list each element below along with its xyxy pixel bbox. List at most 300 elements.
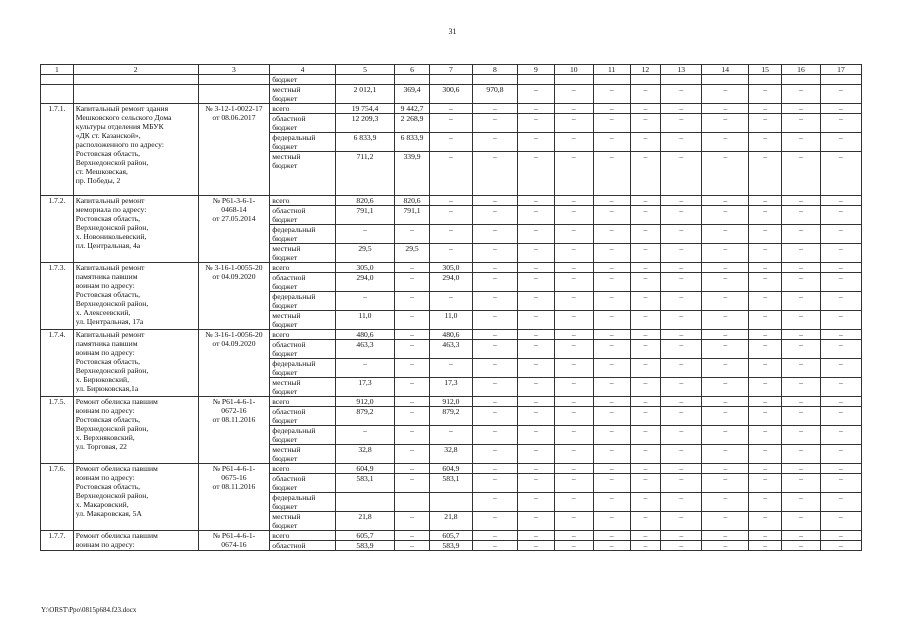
value-cell: 17,3 [429, 378, 472, 397]
table-row [41, 263, 862, 273]
value-cell: – [782, 114, 821, 133]
value-cell: – [429, 244, 472, 263]
value-cell: – [820, 407, 861, 426]
value-cell: – [820, 330, 861, 340]
value-cell: – [593, 152, 630, 196]
value-cell: – [593, 104, 630, 114]
value-cell: – [661, 493, 702, 512]
value-cell: – [782, 407, 821, 426]
value-cell: – [472, 152, 517, 196]
funding-source-cell: бюджет [270, 75, 336, 85]
value-cell: – [554, 359, 593, 378]
value-cell: – [782, 244, 821, 263]
value-cell: – [517, 378, 554, 397]
value-cell: – [472, 273, 517, 292]
column-header: 17 [820, 65, 861, 75]
column-header: 12 [630, 65, 661, 75]
value-cell [554, 75, 593, 85]
funding-source-cell: всего [270, 196, 336, 206]
total-cell: 604,9 [335, 464, 394, 474]
value-cell: – [749, 512, 782, 531]
value-cell: – [517, 340, 554, 359]
value-cell: – [820, 263, 861, 273]
value-cell: – [820, 292, 861, 311]
value-cell: – [820, 104, 861, 114]
value-cell: – [702, 196, 749, 206]
value-cell: – [782, 340, 821, 359]
total-cell: 12 209,3 [335, 114, 394, 133]
budget-table [40, 64, 862, 551]
value-cell: – [472, 531, 517, 541]
total-cell: 2 012,1 [335, 85, 394, 104]
value-cell: – [702, 244, 749, 263]
value-cell: – [630, 114, 661, 133]
value-cell [749, 75, 782, 85]
value-cell: 369,4 [395, 85, 430, 104]
value-cell: – [593, 426, 630, 445]
value-cell: – [820, 474, 861, 493]
total-cell: 21,8 [335, 512, 394, 531]
value-cell: – [593, 378, 630, 397]
value-cell: 480,6 [429, 330, 472, 340]
value-cell: – [554, 464, 593, 474]
column-header: 9 [517, 65, 554, 75]
document-cell: № Р61-4-6-1- 0674-16 [198, 531, 270, 551]
value-cell: – [517, 531, 554, 541]
document-cell: № 3-12-1-0022-17 от 08.06.2017 [198, 104, 270, 196]
value-cell: – [517, 359, 554, 378]
table-row [41, 531, 862, 541]
value-cell: – [820, 206, 861, 225]
value-cell: – [702, 445, 749, 464]
funding-source-cell: областной бюджет [270, 340, 336, 359]
value-cell: – [782, 359, 821, 378]
value-cell [702, 75, 749, 85]
value-cell: – [661, 464, 702, 474]
item-number-cell: 1.7.4. [41, 330, 74, 397]
value-cell: – [661, 330, 702, 340]
value-cell: – [429, 225, 472, 244]
value-cell: – [554, 493, 593, 512]
value-cell: – [661, 152, 702, 196]
value-cell [472, 75, 517, 85]
value-cell: – [517, 85, 554, 104]
value-cell: – [702, 263, 749, 273]
column-header: 6 [395, 65, 430, 75]
value-cell [593, 75, 630, 85]
value-cell: – [749, 474, 782, 493]
table-row [41, 85, 862, 104]
item-number-cell: 1.7.2. [41, 196, 74, 263]
value-cell: – [472, 330, 517, 340]
value-cell: – [517, 512, 554, 531]
value-cell: – [554, 340, 593, 359]
total-cell: 583,1 [335, 474, 394, 493]
value-cell: – [749, 464, 782, 474]
value-cell: – [593, 512, 630, 531]
value-cell: – [472, 464, 517, 474]
value-cell: – [395, 541, 430, 551]
value-cell: – [702, 225, 749, 244]
value-cell: – [820, 397, 861, 407]
total-cell: 791,1 [335, 206, 394, 225]
value-cell: – [820, 445, 861, 464]
value-cell: – [593, 292, 630, 311]
value-cell: – [749, 397, 782, 407]
header-row [41, 65, 862, 75]
value-cell: – [782, 311, 821, 330]
table-row [41, 104, 862, 114]
value-cell: – [554, 407, 593, 426]
value-cell: – [554, 541, 593, 551]
value-cell: – [749, 359, 782, 378]
value-cell: 305,0 [429, 263, 472, 273]
value-cell [820, 75, 861, 85]
value-cell: – [661, 531, 702, 541]
value-cell: – [630, 359, 661, 378]
value-cell: – [554, 225, 593, 244]
object-name-cell [73, 85, 198, 104]
value-cell: – [593, 263, 630, 273]
value-cell: – [820, 225, 861, 244]
value-cell: – [554, 244, 593, 263]
value-cell: – [593, 206, 630, 225]
value-cell: – [749, 133, 782, 152]
value-cell: – [820, 85, 861, 104]
value-cell: – [517, 292, 554, 311]
value-cell [429, 75, 472, 85]
value-cell: – [630, 493, 661, 512]
value-cell: – [630, 512, 661, 531]
value-cell: – [630, 330, 661, 340]
value-cell: – [702, 114, 749, 133]
value-cell: – [472, 311, 517, 330]
value-cell: – [593, 225, 630, 244]
value-cell: – [782, 273, 821, 292]
funding-source-cell: местный бюджет [270, 152, 336, 196]
value-cell: – [517, 225, 554, 244]
value-cell: – [749, 196, 782, 206]
value-cell: – [820, 512, 861, 531]
object-name-cell: Капитальный ремонт здания Мешковского сельского Дома культуры отделения МБУК «ДК ст. Казанской», расположенного по адресу: Ростовская область, Верхнедонской район, ст. Мешковская, пр. Победы, 2 [73, 104, 198, 196]
document-cell [198, 85, 270, 104]
value-cell: 29,5 [395, 244, 430, 263]
value-cell: – [472, 133, 517, 152]
value-cell: – [630, 407, 661, 426]
total-cell: 19 754,4 [335, 104, 394, 114]
value-cell: – [593, 474, 630, 493]
value-cell: – [472, 378, 517, 397]
value-cell: – [517, 133, 554, 152]
value-cell: – [630, 378, 661, 397]
value-cell: – [702, 493, 749, 512]
value-cell: – [782, 397, 821, 407]
value-cell: – [429, 196, 472, 206]
value-cell: – [517, 244, 554, 263]
value-cell: – [395, 359, 430, 378]
value-cell: – [630, 263, 661, 273]
value-cell: – [820, 378, 861, 397]
total-cell: – [335, 292, 394, 311]
value-cell: – [593, 85, 630, 104]
value-cell: – [749, 541, 782, 551]
value-cell: – [820, 133, 861, 152]
document-cell: № 3-16-1-0055-20 от 04.09.2020 [198, 263, 270, 330]
item-number-cell: 1.7.5. [41, 397, 74, 464]
value-cell: – [593, 397, 630, 407]
value-cell: – [517, 464, 554, 474]
value-cell: – [593, 493, 630, 512]
value-cell: – [630, 474, 661, 493]
value-cell: – [395, 378, 430, 397]
funding-source-cell: федеральный бюджет [270, 359, 336, 378]
value-cell: – [429, 292, 472, 311]
value-cell: 604,9 [429, 464, 472, 474]
value-cell: – [593, 445, 630, 464]
funding-source-cell: местный бюджет [270, 311, 336, 330]
value-cell: – [395, 474, 430, 493]
funding-source-cell: местный бюджет [270, 512, 336, 531]
value-cell: 6 833,9 [395, 133, 430, 152]
value-cell: – [630, 244, 661, 263]
object-name-cell: Капитальный ремонт памятника павшим воинам по адресу: Ростовская область, Верхнедонской район, х. Алексеевский, ул. Центральная, 17а [73, 263, 198, 330]
value-cell: – [395, 225, 430, 244]
value-cell: – [661, 273, 702, 292]
total-cell: 463,3 [335, 340, 394, 359]
value-cell: – [782, 464, 821, 474]
value-cell: – [702, 426, 749, 445]
value-cell: – [593, 531, 630, 541]
funding-source-cell: федеральный бюджет [270, 292, 336, 311]
total-cell: 879,2 [335, 407, 394, 426]
table-row [41, 397, 862, 407]
value-cell: – [395, 311, 430, 330]
value-cell: – [749, 225, 782, 244]
object-name-cell: Ремонт обелиска павшим воинам по адресу: Ростовская область, Верхнедонской район, х. Макаровский, ул. Макаровская, 5А [73, 464, 198, 531]
value-cell: – [749, 292, 782, 311]
page-number: 31 [448, 27, 457, 36]
total-cell: 820,6 [335, 196, 394, 206]
value-cell: – [554, 311, 593, 330]
value-cell: – [702, 464, 749, 474]
value-cell: – [661, 397, 702, 407]
value-cell: – [593, 340, 630, 359]
value-cell: 583,1 [429, 474, 472, 493]
total-cell [335, 75, 394, 85]
value-cell: – [782, 196, 821, 206]
value-cell: – [749, 85, 782, 104]
value-cell: 339,9 [395, 152, 430, 196]
table-row [41, 196, 862, 206]
object-name-cell: Капитальный ремонт памятника павшим воинам по адресу: Ростовская область, Верхнедонской район, х. Бирюковский, ул. Бирюковская,1а [73, 330, 198, 397]
value-cell: – [472, 359, 517, 378]
value-cell: – [554, 445, 593, 464]
value-cell: – [782, 263, 821, 273]
value-cell: – [749, 206, 782, 225]
document-cell [198, 75, 270, 85]
value-cell: – [661, 407, 702, 426]
value-cell: – [661, 378, 702, 397]
value-cell: 294,0 [429, 273, 472, 292]
column-header: 3 [198, 65, 270, 75]
column-header: 5 [335, 65, 394, 75]
value-cell: – [702, 133, 749, 152]
value-cell: – [593, 359, 630, 378]
value-cell: – [472, 397, 517, 407]
funding-source-cell: всего [270, 531, 336, 541]
funding-source-cell: областной бюджет [270, 407, 336, 426]
value-cell: – [593, 464, 630, 474]
total-cell: 912,0 [335, 397, 394, 407]
value-cell: – [820, 196, 861, 206]
value-cell: – [630, 311, 661, 330]
value-cell: – [820, 244, 861, 263]
object-name-cell: Ремонт обелиска павшим воинам по адресу: [73, 531, 198, 551]
column-header: 8 [472, 65, 517, 75]
funding-source-cell: федеральный бюджет [270, 133, 336, 152]
value-cell: – [517, 474, 554, 493]
value-cell: – [820, 359, 861, 378]
value-cell: – [661, 244, 702, 263]
value-cell: – [630, 340, 661, 359]
value-cell: – [554, 292, 593, 311]
total-cell [335, 493, 394, 512]
value-cell: – [630, 206, 661, 225]
value-cell: – [820, 311, 861, 330]
funding-source-cell: областной бюджет [270, 114, 336, 133]
value-cell: – [554, 273, 593, 292]
item-number-cell [41, 75, 74, 85]
value-cell: – [472, 114, 517, 133]
value-cell: – [395, 330, 430, 340]
funding-source-cell: всего [270, 464, 336, 474]
total-cell: 583,9 [335, 541, 394, 551]
value-cell: – [661, 426, 702, 445]
value-cell: – [702, 531, 749, 541]
value-cell: – [395, 426, 430, 445]
value-cell: – [661, 196, 702, 206]
value-cell [782, 75, 821, 85]
value-cell: – [472, 445, 517, 464]
value-cell: – [782, 330, 821, 340]
value-cell: – [554, 330, 593, 340]
value-cell: – [554, 426, 593, 445]
total-cell: 11,0 [335, 311, 394, 330]
value-cell: – [820, 531, 861, 541]
value-cell: – [472, 104, 517, 114]
item-number-cell [41, 85, 74, 104]
value-cell: – [395, 445, 430, 464]
column-header: 7 [429, 65, 472, 75]
value-cell: – [820, 426, 861, 445]
value-cell: – [661, 359, 702, 378]
value-cell: 300,6 [429, 85, 472, 104]
value-cell: – [749, 273, 782, 292]
value-cell: – [630, 152, 661, 196]
value-cell: – [472, 196, 517, 206]
value-cell: – [472, 493, 517, 512]
value-cell: – [749, 104, 782, 114]
value-cell: – [429, 133, 472, 152]
value-cell: 605,7 [429, 531, 472, 541]
value-cell: – [472, 340, 517, 359]
value-cell: – [472, 244, 517, 263]
total-cell: 480,6 [335, 330, 394, 340]
value-cell: – [630, 133, 661, 152]
value-cell: – [395, 531, 430, 541]
value-cell: – [749, 340, 782, 359]
value-cell: – [749, 531, 782, 541]
value-cell: 463,3 [429, 340, 472, 359]
value-cell: – [517, 263, 554, 273]
value-cell: – [630, 531, 661, 541]
funding-source-cell: областной [270, 541, 336, 551]
value-cell: – [661, 85, 702, 104]
funding-source-cell: областной бюджет [270, 206, 336, 225]
value-cell: 9 442,7 [395, 104, 430, 114]
value-cell [630, 75, 661, 85]
value-cell: – [630, 541, 661, 551]
item-number-cell: 1.7.7. [41, 531, 74, 551]
value-cell: – [661, 225, 702, 244]
table-row [41, 330, 862, 340]
value-cell: – [554, 133, 593, 152]
footer-path: Y:\ORST\Ppo\0815p684.f23.docx [41, 606, 137, 614]
value-cell: – [630, 85, 661, 104]
value-cell: – [593, 114, 630, 133]
table-body [41, 75, 862, 551]
value-cell: – [661, 541, 702, 551]
value-cell: – [702, 359, 749, 378]
funding-source-cell: местный бюджет [270, 378, 336, 397]
value-cell: – [749, 263, 782, 273]
total-cell: – [335, 426, 394, 445]
value-cell: – [593, 330, 630, 340]
value-cell: – [395, 273, 430, 292]
value-cell: – [702, 397, 749, 407]
value-cell: – [554, 474, 593, 493]
value-cell: – [661, 104, 702, 114]
value-cell: – [661, 445, 702, 464]
value-cell: – [782, 474, 821, 493]
value-cell: – [472, 225, 517, 244]
value-cell: – [661, 114, 702, 133]
column-header: 16 [782, 65, 821, 75]
value-cell: – [782, 206, 821, 225]
value-cell: – [593, 541, 630, 551]
value-cell: – [517, 445, 554, 464]
object-name-cell [73, 75, 198, 85]
value-cell: – [593, 273, 630, 292]
value-cell: – [782, 152, 821, 196]
value-cell: – [395, 512, 430, 531]
value-cell: – [782, 426, 821, 445]
value-cell: – [820, 152, 861, 196]
column-header: 1 [41, 65, 74, 75]
value-cell: – [702, 512, 749, 531]
funding-source-cell: федеральный бюджет [270, 426, 336, 445]
total-cell: 6 833,9 [335, 133, 394, 152]
value-cell: – [661, 340, 702, 359]
item-number-cell: 1.7.1. [41, 104, 74, 196]
value-cell: 32,8 [429, 445, 472, 464]
value-cell: – [630, 426, 661, 445]
value-cell: – [472, 426, 517, 445]
column-header: 2 [73, 65, 198, 75]
value-cell: 11,0 [429, 311, 472, 330]
value-cell [429, 493, 472, 512]
value-cell: – [749, 311, 782, 330]
